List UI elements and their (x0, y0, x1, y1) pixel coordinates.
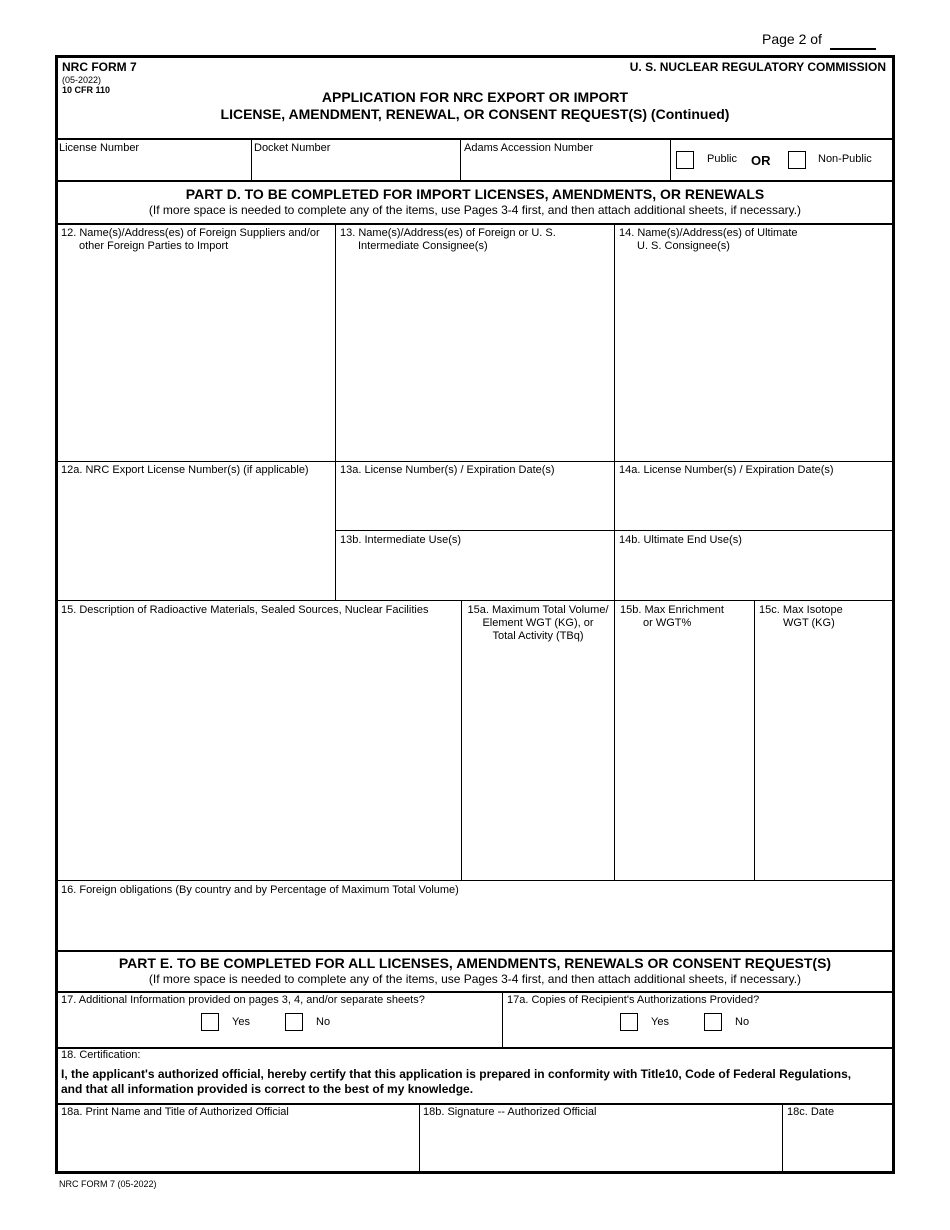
field-15a-label-line1: 15a. Maximum Total Volume/ (467, 604, 609, 616)
field-15a-label-line3: Total Activity (TBq) (492, 630, 584, 642)
id-divider-3 (670, 140, 671, 180)
authorizations-yes-checkbox[interactable] (620, 1013, 638, 1031)
foreign-obligations-field[interactable] (58, 900, 892, 948)
field-18b-label: 18b. Signature -- Authorized Official (423, 1106, 597, 1118)
id-divider-1 (251, 140, 252, 180)
intermediate-license-field[interactable] (337, 480, 613, 528)
row-divider-15 (57, 880, 893, 881)
field-12-label-line2: other Foreign Parties to Import (79, 240, 229, 252)
docket-number-field[interactable] (253, 156, 459, 178)
id-divider-2 (460, 140, 461, 180)
part-e-divider (57, 991, 893, 993)
additional-info-no-label: No (316, 1016, 331, 1028)
public-checkbox[interactable] (676, 151, 694, 169)
header-divider (57, 138, 893, 140)
max-enrichment-field[interactable] (616, 634, 753, 878)
non-public-checkbox[interactable] (788, 151, 806, 169)
agency-name: U. S. NUCLEAR REGULATORY COMMISSION (629, 60, 886, 74)
date-field[interactable] (784, 1122, 892, 1170)
form-title-line2: LICENSE, AMENDMENT, RENEWAL, OR CONSENT REQUEST(S) (Continued) (220, 106, 730, 122)
page-number-label: Page 2 of (762, 31, 822, 47)
page-total-field[interactable] (828, 30, 876, 50)
part-d-divider (57, 223, 893, 225)
form-date: (05-2022) (62, 75, 102, 85)
field-14b-label: 14b. Ultimate End Use(s) (619, 534, 742, 546)
field-12-label-line1: 12. Name(s)/Address(es) of Foreign Suppliers and/or (61, 227, 320, 239)
col-divider-15b-15c (754, 600, 755, 880)
field-14-label-line2: U. S. Consignee(s) (637, 240, 730, 252)
certification-text-line1: I, the applicant's authorized official, hereby certify that this application is prepared in conformity with Title10, Code of Federal Regulations, (61, 1067, 852, 1081)
field-13a-label: 13a. License Number(s) / Expiration Date(s) (340, 464, 555, 476)
max-isotope-field[interactable] (756, 634, 892, 878)
additional-info-no-checkbox[interactable] (285, 1013, 303, 1031)
col-divider-18b-18c (782, 1105, 783, 1172)
col-divider-13-14 (614, 225, 615, 880)
public-label: Public (707, 153, 737, 165)
field-14a-label: 14a. License Number(s) / Expiration Date(s) (619, 464, 834, 476)
license-number-label: License Number (59, 142, 140, 154)
col-divider-17-17a (502, 993, 503, 1047)
authorizations-no-checkbox[interactable] (704, 1013, 722, 1031)
nrc-export-license-field[interactable] (58, 480, 334, 598)
ultimate-license-field[interactable] (616, 480, 892, 528)
ultimate-end-use-field[interactable] (616, 550, 892, 598)
field-13-label-line1: 13. Name(s)/Address(es) of Foreign or U. S. (340, 227, 556, 239)
row-divider-14b (57, 600, 893, 601)
id-row-divider (57, 180, 893, 182)
form-name: NRC FORM 7 (62, 60, 137, 74)
adams-accession-field[interactable] (462, 156, 668, 178)
authorizations-no-label: No (735, 1016, 750, 1028)
foreign-suppliers-field[interactable] (58, 256, 334, 459)
part-e-title: PART E. TO BE COMPLETED FOR ALL LICENSES, AMENDMENTS, RENEWALS OR CONSENT REQUEST(S) (118, 955, 832, 971)
official-name-field[interactable] (58, 1122, 418, 1170)
field-15-label: 15. Description of Radioactive Materials, Sealed Sources, Nuclear Facilities (61, 604, 429, 616)
authorizations-yes-label: Yes (651, 1016, 669, 1028)
license-number-field[interactable] (58, 156, 250, 178)
field-15b-label-line2: or WGT% (643, 617, 692, 629)
field-13b-label: 13b. Intermediate Use(s) (340, 534, 462, 546)
footer-form-id: NRC FORM 7 (05-2022) (59, 1179, 157, 1189)
cfr-reference: 10 CFR 110 (62, 85, 111, 95)
radioactive-materials-field[interactable] (58, 620, 460, 878)
part-d-subtitle: (If more space is needed to complete any of the items, use Pages 3-4 first, and then attach additional sheets, if necessary.) (148, 203, 802, 217)
part-e-subtitle: (If more space is needed to complete any of the items, use Pages 3-4 first, and then attach additional sheets, if necessary.) (148, 972, 802, 986)
max-total-volume-field[interactable] (463, 646, 613, 878)
field-17-label: 17. Additional Information provided on pages 3, 4, and/or separate sheets? (61, 994, 425, 1006)
intermediate-consignee-field[interactable] (337, 256, 613, 459)
field-15c-label-line1: 15c. Max Isotope (759, 604, 843, 616)
official-signature-field[interactable] (421, 1122, 781, 1170)
field-18a-label: 18a. Print Name and Title of Authorized Official (61, 1106, 289, 1118)
additional-info-yes-label: Yes (232, 1016, 250, 1028)
row-divider-14a (336, 530, 893, 531)
ultimate-consignee-field[interactable] (616, 256, 892, 459)
field-13-label-line2: Intermediate Consignee(s) (358, 240, 488, 252)
field-16-label: 16. Foreign obligations (By country and by Percentage of Maximum Total Volume) (61, 884, 459, 896)
row-divider-14 (57, 461, 893, 462)
col-divider-12-13 (335, 225, 336, 600)
or-label: OR (751, 153, 771, 168)
row-divider-17 (57, 1047, 893, 1049)
part-d-title: PART D. TO BE COMPLETED FOR IMPORT LICENSES, AMENDMENTS, OR RENEWALS (185, 186, 765, 202)
form-title-line1: APPLICATION FOR NRC EXPORT OR IMPORT (321, 89, 629, 105)
field-15a-label-line2: Element WGT (KG), or (482, 617, 594, 629)
part-e-top-divider (57, 950, 893, 952)
field-12a-label: 12a. NRC Export License Number(s) (if applicable) (61, 464, 309, 476)
field-18c-label: 18c. Date (787, 1106, 835, 1118)
certification-text-line2: and that all information provided is correct to the best of my knowledge. (61, 1082, 474, 1096)
field-15c-label-line2: WGT (KG) (783, 617, 835, 629)
field-15b-label-line1: 15b. Max Enrichment (620, 604, 724, 616)
row-divider-18 (57, 1103, 893, 1105)
intermediate-use-field[interactable] (337, 550, 613, 598)
page-total-underline (830, 48, 876, 50)
field-14-label-line1: 14. Name(s)/Address(es) of Ultimate (619, 227, 798, 239)
field-17a-label: 17a. Copies of Recipient's Authorizations Provided? (507, 994, 760, 1006)
field-18-label: 18. Certification: (61, 1049, 141, 1061)
docket-number-label: Docket Number (254, 142, 331, 154)
col-divider-18a-18b (419, 1105, 420, 1172)
adams-accession-label: Adams Accession Number (464, 142, 593, 154)
non-public-label: Non-Public (818, 153, 872, 165)
additional-info-yes-checkbox[interactable] (201, 1013, 219, 1031)
